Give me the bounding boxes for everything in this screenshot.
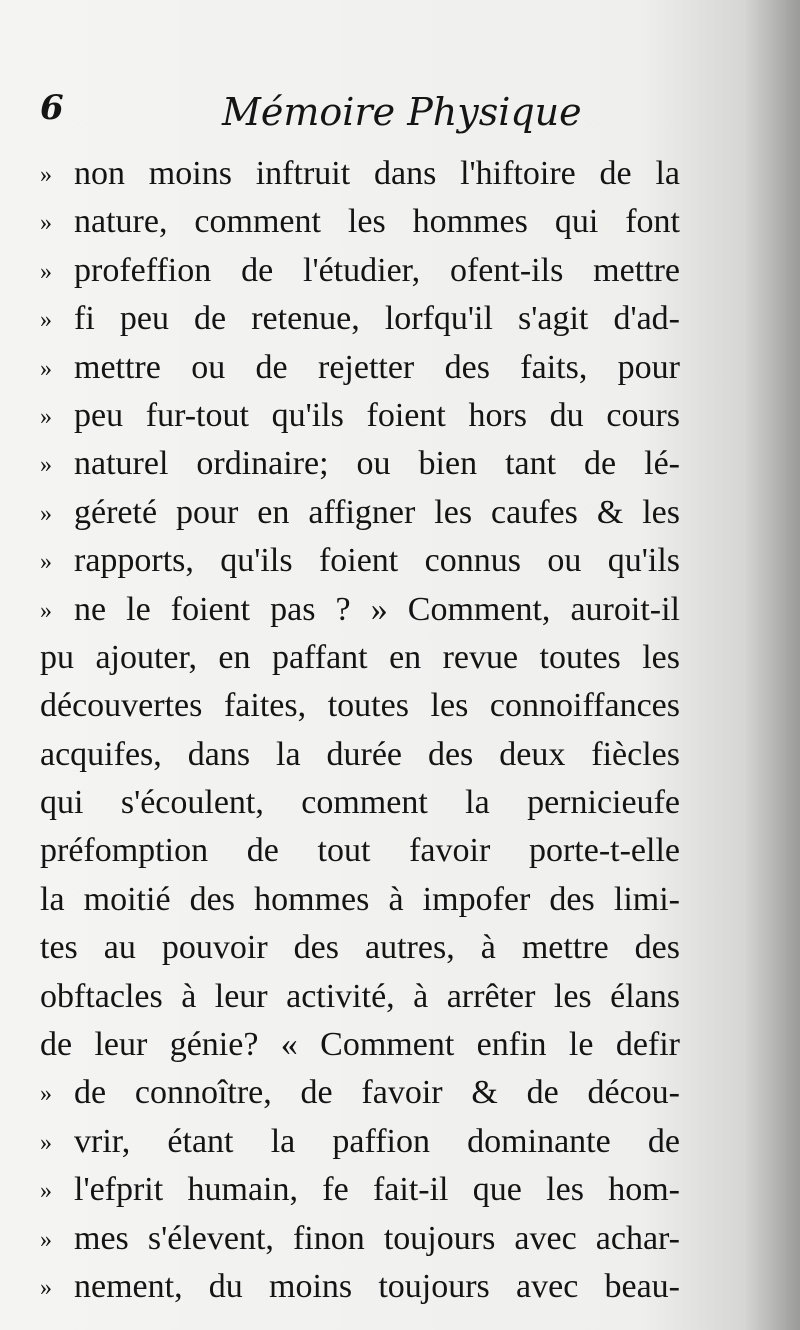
text-line — [40, 440, 680, 488]
text-line — [40, 731, 680, 779]
text-line — [40, 392, 680, 440]
text-line — [40, 1166, 680, 1214]
text-line — [40, 586, 680, 634]
line-text: naturel ordinaire; ou bien tant de lé- — [74, 445, 680, 483]
text-line — [40, 1215, 680, 1263]
text-line — [40, 344, 680, 392]
line-text: découvertes faites, toutes les connoiffances — [40, 687, 680, 725]
quote-mark: » — [40, 1226, 52, 1253]
line-text: nement, du moins toujours avec beau- — [74, 1267, 680, 1305]
text-line — [40, 827, 680, 875]
text-line — [40, 779, 680, 827]
quote-mark: » — [40, 1081, 52, 1108]
quote-mark: » — [40, 258, 52, 285]
quote-mark: » — [40, 1178, 52, 1205]
line-text: peu fur-tout qu'ils foient hors du cours — [74, 396, 680, 434]
running-head: Mémoire Physique — [222, 90, 582, 134]
text-line — [40, 489, 680, 537]
line-text: non moins inftruit dans l'hiftoire de la — [74, 155, 680, 192]
line-text: ne le foient pas ? » Comment, auroit-il — [74, 590, 680, 628]
line-text: la moitié des hommes à impofer des limi- — [40, 880, 680, 918]
quote-mark: » — [40, 162, 52, 188]
line-text: géreté pour en affigner les caufes & les — [74, 493, 680, 531]
line-text: fi peu de retenue, lorfqu'il s'agit d'ad- — [74, 300, 680, 338]
line-text: rapports, qu'ils foient connus ou qu'ils — [74, 542, 680, 580]
line-text: nature, comment les hommes qui font — [74, 203, 680, 241]
line-text: mes s'élevent, finon toujours avec achar- — [74, 1219, 680, 1257]
text-line — [40, 1021, 680, 1069]
quote-mark: » — [40, 452, 52, 479]
text-line — [40, 876, 680, 924]
line-text: vrir, étant la paffion dominante de — [74, 1122, 680, 1160]
line-text: l'efprit humain, fe fait-il que les hom- — [74, 1171, 680, 1209]
text-line — [40, 247, 680, 295]
quote-mark: » — [40, 500, 52, 527]
text-line — [40, 537, 680, 585]
text-line — [40, 1118, 680, 1166]
page-header — [40, 88, 740, 138]
line-text: préfomption de tout favoir porte-t-elle — [40, 832, 680, 870]
quote-mark: » — [40, 210, 52, 237]
quote-mark: » — [40, 355, 52, 382]
page-number: 6 — [40, 88, 64, 128]
text-line — [40, 198, 680, 246]
text-line — [40, 150, 680, 198]
text-line — [40, 1069, 680, 1117]
text-line — [40, 924, 680, 972]
line-text: mettre ou de rejetter des faits, pour — [74, 348, 680, 386]
text-line — [40, 295, 680, 343]
line-text: profeffion de l'étudier, ofent-ils mettre — [74, 251, 680, 289]
line-text: qui s'écoulent, comment la pernicieufe — [40, 784, 680, 822]
line-text: acquifes, dans la durée des deux fiècles — [40, 735, 680, 773]
line-text: de leur génie? « Comment enfin le defir — [40, 1026, 680, 1064]
quote-mark: » — [40, 597, 52, 624]
quote-mark: » — [40, 1274, 52, 1301]
text-line — [40, 634, 680, 682]
line-text: tes au pouvoir des autres, à mettre des — [40, 929, 680, 967]
quote-mark: » — [40, 1129, 52, 1156]
body-text-block — [40, 150, 680, 1311]
line-text: pu ajouter, en paffant en revue toutes les — [40, 638, 680, 676]
quote-mark: » — [40, 403, 52, 430]
text-line — [40, 1263, 680, 1311]
line-text: de connoître, de favoir & de décou- — [74, 1074, 680, 1112]
text-line — [40, 682, 680, 730]
quote-mark: » — [40, 307, 52, 334]
line-text: obftacles à leur activité, à arrêter les élans — [40, 977, 680, 1015]
quote-mark: » — [40, 549, 52, 576]
text-line — [40, 973, 680, 1021]
